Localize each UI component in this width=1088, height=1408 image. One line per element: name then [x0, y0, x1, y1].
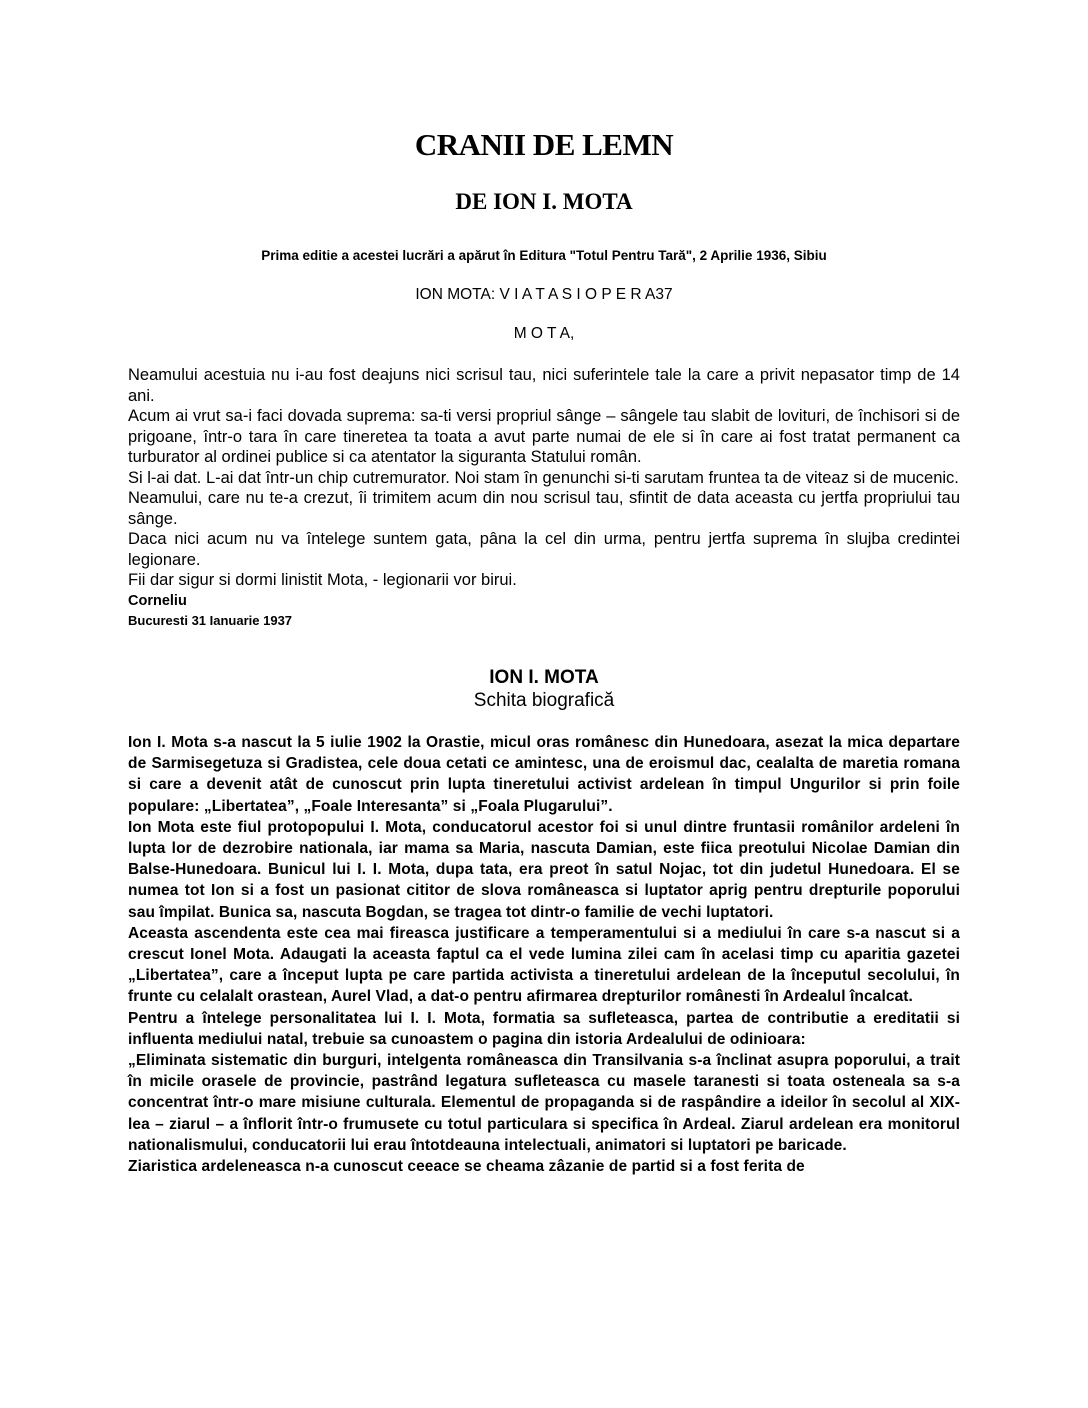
bio-paragraph: Ziaristica ardeleneasca n-a cunoscut ceeace se cheama zâzanie de partid si a fost ferita de [128, 1158, 805, 1176]
mota-line: M O T A, [513, 325, 575, 342]
intro-section [128, 365, 960, 632]
bio-heading [0, 666, 1088, 712]
intro-paragraph: Fii dar sigur si dormi linistit Mota, - legionarii vor birui. [128, 571, 517, 589]
intro-paragraph: Neamului, care nu te-a crezut, îi trimitem acum din nou scrisul tau, sfintit de data aceasta cu jertfa propriului tau sânge. [128, 489, 960, 528]
intro-paragraph: Acum ai vrut sa-i faci dovada suprema: sa-ti versi propriul sânge – sângele tau slabit de lovituri, de închisori si de prigoane, într-o tara în care tineretea ta toata a avut parte numai de ele si în care ai fost tratat permanent ca turburator al ordinei publice si ca atentator la siguranta Statului român. [128, 407, 960, 466]
bio-paragraph: „Eliminata sistematic din burguri, intelgenta româneasca din Transilvania s-a înclinat asupra poporului, a trait în micile orasele de provincie, pastrând legatura sufleteasca cu masele taranesti si toata osteneala sa s-a concentrat într-o mare misiune culturala. Elementul de propaganda si de raspândire a ideilor în secolul al XIX-lea – ziarul – a înflorit într-o frumusete cu totul particulara si specifica în Ardeal. Ziarul ardelean era monitorul nationalismului, conducatorii lui erau întotdeauna intelectuali, animatori si luptatori pe baricade. [128, 1052, 960, 1154]
bio-title: ION I. MOTA [489, 667, 599, 688]
intro-paragraph: Neamului acestuia nu i-au fost deajuns nici scrisul tau, nici suferintele tale la care a privit nepasator timp de 14 ani. [128, 366, 960, 405]
signature: Corneliu [128, 592, 187, 609]
bio-paragraph: Ion Mota este fiul protopopului I. Mota, conducatorul acestor foi si unul dintre fruntasii românilor ardeleni în lupta lor de dezrobire nationala, iar mama sa Maria, nascuta Damian, este fiica preotului Nicolae Damian din Balse-Hunedoara. Bunicul lui I. I. Mota, dupa tata, era preot în satul Nojac, tot din judetul Hunedoara. El se numea tot Ion si a fost un pasionat cititor de slova româneasca si luptator aprig pentru drepturile poporului sau împilat. Bunica sa, nascuta Bogdan, se tragea tot dintr-o familie de vechi luptatori. [128, 818, 960, 921]
intro-paragraph: Daca nici acum nu va întelege suntem gata, pâna la cel din urma, pentru jertfa suprema în slujba credintei legionare. [128, 530, 960, 569]
bio-paragraph: Ion I. Mota s-a nascut la 5 iulie 1902 la Orastie, micul oras românesc din Hunedoara, asezat la mica departare de Sarmisegetuza si Gradistea, cele doua cetati ce amintesc, una de eroismul dac, cealalta de maretia romana si care a devenit atât de cunoscut prin lupta tineretului activist ardelean în timpul Ungurilor si prin foile populare: „Libertatea”, „Foale Interesanta” si „Foala Plugarului”. [128, 734, 960, 815]
document-title: CRANII DE LEMN [414, 127, 674, 162]
intro-paragraph: Si l-ai dat. L-ai dat într-un chip cutremurator. Noi stam în genunchi si-ti sarutam fruntea ta de viteaz si de mucenic. [128, 468, 959, 487]
bio-paragraph: Pentru a întelege personalitatea lui I. I. Mota, formatia sa sufleteasca, partea de contributie a ereditatii si influenta mediului natal, trebuie sa cunoastem o pagina din istoria Ardealului de odinioara: [128, 1009, 960, 1048]
vita-line: ION MOTA: V I A T A S I O P E R A37 [415, 286, 673, 303]
place-date: Bucuresti 31 Ianuarie 1937 [128, 613, 293, 628]
bio-paragraph: Aceasta ascendenta este cea mai fireasca justificare a temperamentului si a mediului în care s-a nascut si a crescut Ionel Mota. Adaugati la aceasta faptul ca el vede lumina zilei cam în acelasi timp cu aparitia gazetei „Libertatea”, care a început lupta pe care partida activista a tineretului ardelean de la începutul secolului, în frunte cu celalalt orastean, Aurel Vlad, a dat-o pentru afirmarea drepturilor românesti în Ardealul încalcat. [128, 924, 960, 1006]
author-line: DE ION I. MOTA [455, 189, 633, 214]
bio-subtitle: Schita biografică [473, 690, 615, 711]
bio-section [128, 732, 960, 1177]
edition-note: Prima editie a acestei lucrări a apărut în Editura "Totul Pentru Tară", 2 Aprilie 1936, Sibiu [261, 248, 827, 263]
